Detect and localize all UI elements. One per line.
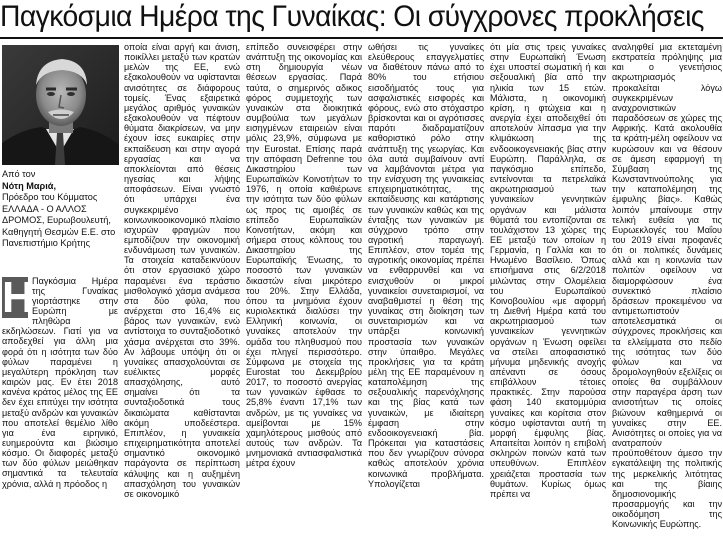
article-column-6: [612, 42, 722, 540]
article-column-4: [368, 42, 484, 540]
article-column-2: [124, 42, 240, 540]
drop-cap: Η: [2, 272, 34, 322]
article-lede: [2, 272, 118, 489]
headline-rule: [0, 37, 723, 39]
article-column-1: [2, 169, 118, 540]
article-text-col6: αναληφθεί μια εκτεταμένη εκστρατεία πρόληψης μια και ο γενετήσιος ακρωτηριασμός προκαλείται λόγω συγκεκριμένων αναχρονιστικών παραδόσεων σε χώρες της Αφρικής. Κατά ακολουθία τα κράτη-μέλη οφείλουν να κυρώσουν και να θέσουν σε άμεση εφαρμογή τη Σύμβαση της Κωνσταντινούπολης για την καταπολέμηση της έμφυλης βίας». Καθώς λοιπόν μπαίνουμε στην τελική ευθεία για τις Ευρωεκλογές του Μαΐου του 2019 είναι προφανές ότι οι πολιτικές δυνάμεις αλλά και η κοινωνία των πολιτών οφείλουν να διαμορφώσουν ένα συνεκτικό πλαίσιο δράσεων προκειμένου να αντιμετωπιστούν αποτελεσματικά οι σύγχρονες προκλήσεις και τα ελλείμματα στο πεδίο της ισότητας των δύο φύλων και να δρομολογηθούν εξελίξεις οι οποίες θα συμβάλλουν στην παραγέρα άρση των ανισοτήτων τις οποίες βιώνουν καθημερινά οι γυναίκες στην ΕΕ. Ανισότητες οι οποίες για να ανατραπούν προϋποθέτουν άμεσο την εγκατάλειψη της πολιτικής της μερκελικής λιτότητας και της βίαιης δημοσιονομικής προσαρμογής και την οικοδόμηση της Κοινωνικής Ευρώπης.: [612, 42, 722, 530]
article-text-col2: οποία είναι αργή και άνιση, ποικίλλει μεταξύ των κρατών μελών της ΕΕ, ενώ εξακολουθούν να υφίστανται ανισότητες σε διάφορους τομείς. Ένας εξαιρετικά μεγάλος αριθμός γυναικών εξακολουθούν να πέφτουν θύματα διακρίσεων, να μην έχουν ίσες ευκαιρίες στην εκπαίδευση και στην αγορά εργασίας και να αποκλείονται από θέσεις ηγεσίας και λήψης αποφάσεων. Είναι γνωστό ότι υπάρχει ένα συγκεκριμένο κοινωνικοοικονομικό πλαίσιο ισχυρών φραγμών που εμποδίζουν την οικονομική ενδυνάμωση των γυναικών. Τα στοιχεία καταδεικνύουν ότι στον εργασιακό χώρο παραμένει ένα τεράστιο μισθολογικό χάσμα ανάμεσα στα δύο φύλα, που ανέρχεται στο 16,4% εις βάρος των γυναικών, ενώ αντίστοιχα το συνταξιοδοτικό χάσμα ανέρχεται στο 39%. Αν λάβουμε υπόψη ότι οι γυναίκες απασχολούνται σε ευέλικτες μορφές απασχόλησης, αυτό σημαίνει ότι τα συνταξιοδοτικά τους δικαιώματα καθίστανται ακόμη υποδεέστερα. Επιπλέον, η γυναικεία επιχειρηματικότητα αποτελεί σημαντικό οικονομικό παράγοντα σε περίπτωση κάλυψης και η αυξημένη απασχόληση του γυναικών σε οικονομικό: [124, 42, 240, 499]
article-text-col3: επίπεδο συνεισφέρει στην ανάπτυξη της οικονομίας και στη δημιουργία νέων θέσεων εργασίας. Παρά ταύτα, ο σημερινός αδικος φόρος συμμετοχής των γυναικών στα διοικητικά συμβούλια των μεγάλων εισηγμένων εταιρειών είναι μόλις 23,9%, σύμφωνα με την Eurostat. Επίσης παρά την απόφαση Defrenne του Δικαστηρίου των Ευρωπαϊκών Κοινοτήτων το 1976, η οποία καθιέρωνε την ισότητα των δύο φύλων ως προς τις αμοιβές σε επίπεδο Ευρωπαϊκών Κοινοτήτων, ακόμη και σήμερα στους κόλπους του Δικαστηρίου της Ευρωπαϊκής Ένωσης, το ποσοστό των γυναικών δικαστών είναι μικρότερο του 20%. Στην Ελλάδα, όπου τα μνημόνια έχουν κυριολεκτικά διαλύσει την Ελληνική κοινωνία, οι γυναίκες αποτελούν την ομάδα του πληθυσμού που έχει πληγεί περισσότερο. Σύμφωνα με στοιχεία της Eurostat του Δεκεμβρίου 2017, το ποσοστό ανεργίας των γυναικών έφθασε το 25,8% έναντι 17,1% των ανδρών, με τις γυναίκες να αμείβονται με 15% χαμηλότερους μισθούς από αυτούς των ανδρών. Τα μνημονιακά αντιασφαλιστικά μέτρα έχουν: [246, 42, 362, 469]
article-column-5: [490, 42, 606, 540]
author-intro: Από τον: [2, 169, 36, 179]
article-text-col1: Παγκόσμια Ημέρα της Γυναίκας γιορτάστηκε στην Ευρώπη με πληθώρα εκδηλώσεων. Γιατί για να αποδεχθεί για άλλη μια φορά ότι η ισότητα των δύο φύλων παραμένει η μεγαλύτερη πρόκληση των καιρών μας. Εν έτει 2018 κανένα κράτος μέλος της ΕΕ δεν έχει επιτύχει την ισότητα μεταξύ ανδρών και γυναικών που αποτελεί θεμέλιο λίθο για ένα ειρηνικό, ευημερούντα και βιώσιμο κόσμο. Οι διαφορές μεταξύ των δύο φύλων μειώθηκαν σημαντικά τα τελευταία χρόνια, αλλά η πρόοδος η: [2, 275, 118, 489]
author-byline: [2, 169, 118, 250]
article-column-3: [246, 42, 362, 540]
author-photo: [2, 45, 119, 165]
article-headline: Παγκόσμια Ημέρα της Γυναίκας: Οι σύγχρονες προκλήσεις: [0, 0, 704, 33]
article-text-col5: ότι μία στις τρεις γυναίκες στην Ευρωπαϊκή Ένωση έχει υποστεί σωματική ή και σεξουαλική βία από την ηλικία των 15 ετών. Μάλιστα, η οικονομική κρίση, η φτώχεια και η ανεργία έχει αποδειχθεί ότι αποτελούν λίπασμα για την κλιμάκωση της ενδοοικογενειακής βίας στην Ευρώπη. Παράλληλα, σε παγκόσμιο επίπεδο, εντείνονται τα πετρελαϊκά ακρωτηριασμού των γυναικείων γεννητικών οργάνων και μάλιστα θύματά του εντοπίζονται σε τουλάχιστον 13 χώρες της ΕΕ μεταξύ των οποίων η Γερμανία, η Γαλλία και το Ηνωμένο Βασίλειο. Όπως επισήμανα στις 6/2/2018 μιλώντας στην Ολομέλεια του Ευρωπαϊκού Κοινοβουλίου «με αφορμή τη Διεθνή Ημέρα κατά του ακρωτηριασμού των γυναικείων γεννητικών οργάνων η Ένωση οφείλει να στείλει αποφασιστικό μήνυμα μηδενικής ανοχής απέναντι σε όσους επιβάλλουν τέτοιες πρακτικές. Στην παρούσα φάση 140 εκατομμύρια γυναίκες και κορίτσια στον κόσμο υφίστανται αυτή τη μορφή έμφυλης βίας. Απαιτείται λοιπόν η επιβολή σκληρών ποινών κατά των υπευθύνων. Επιπλέον χρειάζεται προστασία των θυμάτων. Κυρίως όμως πρέπει να: [490, 42, 606, 499]
author-bio: Πρόεδρο του Κόμματος ΕΛΛΑΔΑ - Ο ΑΛΛΟΣ ΔΡΟΜΟΣ, Ευρωβουλευτή, Καθηγητή Θεσμών Ε.Ε. στο Πανεπιστήμιο Κρήτης: [2, 192, 116, 248]
article-text-col4: ωθήσει τις γυναίκες ελεύθερους επαγγελματίες να διαθέτουν πάνω από το 80% του ετήσιου εισοδήματός τους για ασφαλιστικές εισφορές και φόρους, ενώ στο στόχαστρο βρίσκονται και οι αγρότισσες παρότι διαδραματίζουν καθοριστικό ρόλο στην ανάπτυξη της γεωργίας. Και όλα αυτά συμβαίνουν αντί να λαμβάνονται μέτρα για την ενίσχυση της γυναικείας επιχειρηματικότητας, της εκπαίδευσης και κατάρτισης των γυναικών καθώς και της ένταξης των γυναικών με σύγχρονο τρόπο στην αγροτική παραγωγή. Επιπλέον, στον τομέα της αγροτικής οικονομίας πρέπει να ενθαρρυνθεί και να ενισχυθούν οι μικροί γυναικείοι συνεταιρισμοί, να αναβαθμιστεί η θέση της γυναίκας στη διοίκηση των συνεταιρισμών και να υπάρξει κοινωνική προστασία των γυναικών στην ύπαιθρο. Μεγάλες προκλήσεις για τα κράτη μέλη της ΕΕ παραμένουν η καταπολέμηση της σεξουαλικής παρενόχλησης και της βίας κατά των γυναικών, με ιδιαίτερη έμφαση στην ενδοοικογενειακή βία. Πρόκειται για καταστάσεις που δεν γνωρίζουν σύνορα καθώς αποτελούν χρόνια κοινωνικά προβλήματα. Υπολογίζεται: [368, 42, 484, 489]
author-name: Νότη Μαριά,: [2, 180, 56, 191]
